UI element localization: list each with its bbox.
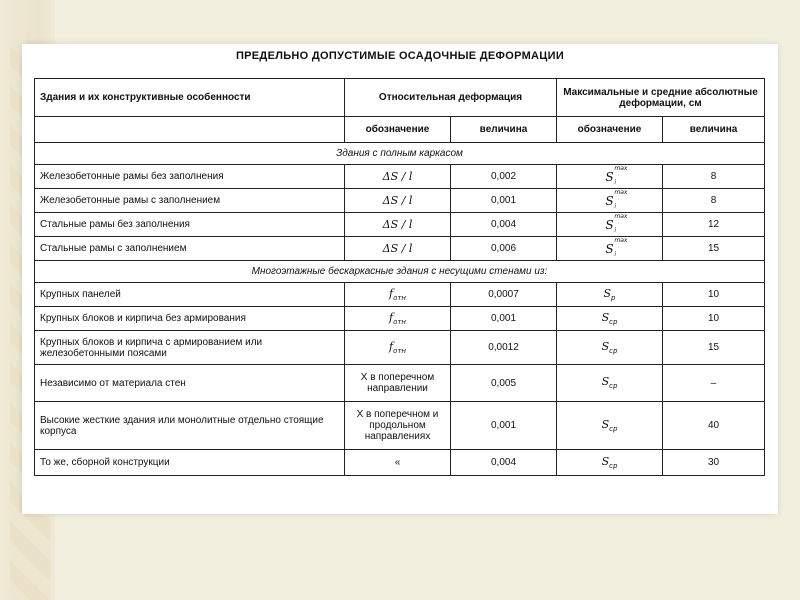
relative-value: 0,004 [451,213,557,237]
absolute-symbol-sup: max [614,236,628,244]
absolute-symbol-sub: ср [609,425,618,434]
building-name: Крупных блоков и кирпича с армированием или железобетонными поясами [35,331,345,365]
relative-designation: Х в поперечном и продольном направлениях [345,402,451,450]
relative-value: 0,002 [451,165,557,189]
relative-designation [345,237,451,261]
table-row [35,307,765,331]
relative-designation [345,189,451,213]
absolute-designation [557,283,663,307]
absolute-symbol: $S_{ср}$ [601,417,618,434]
relative-designation: « [345,450,451,476]
building-name: Железобетонные рамы с заполнением [35,189,345,213]
table-row [35,189,765,213]
relative-symbol: ΔS / l [382,170,413,183]
absolute-symbol: $S_{ср}$ [601,339,618,356]
table-body [35,143,765,476]
absolute-symbol-sub: ср [609,347,618,356]
absolute-value: 8 [663,165,765,189]
section-row [35,261,765,283]
absolute-symbol-sup: max [614,188,628,196]
absolute-symbol-sub: ср [609,462,618,471]
relative-symbol-sub: отн [393,294,406,303]
absolute-symbol-sub: i [614,250,617,258]
relative-value: 0,001 [451,402,557,450]
building-name: Крупных панелей [35,283,345,307]
header-absolute-deformation: Максимальные и средние абсолютные деформации, см [557,79,765,117]
header-rel-designation: обозначение [345,117,451,143]
section-title: Многоэтажные бескаркасные здания с несущими стенами из: [35,261,765,283]
absolute-symbol-sub: ср [609,382,618,391]
relative-symbol: $f_{отн}$ [388,310,406,327]
relative-value: 0,001 [451,189,557,213]
relative-symbol: $f_{отн}$ [388,286,406,303]
absolute-symbol: S max i [605,212,628,234]
table-title: ПРЕДЕЛЬНО ДОПУСТИМЫЕ ОСАДОЧНЫЕ ДЕФОРМАЦИИ [235,50,565,62]
building-name: Стальные рамы без заполнения [35,213,345,237]
header-buildings: Здания и их конструктивные особенности [35,79,345,117]
absolute-symbol-sub: i [614,202,617,210]
absolute-value: 30 [663,450,765,476]
absolute-value: 12 [663,213,765,237]
absolute-symbol-sup: max [614,164,628,172]
building-name: Стальные рамы с заполнением [35,237,345,261]
absolute-symbol: S max i [605,164,628,186]
building-name: То же, сборной конструкции [35,450,345,476]
absolute-symbol: $S_р$ [603,286,616,303]
absolute-symbol-sub: р [611,294,616,303]
relative-value: 0,0012 [451,331,557,365]
absolute-designation [557,307,663,331]
building-name: Крупных блоков и кирпича без армирования [35,307,345,331]
table-row [35,237,765,261]
relative-designation [345,283,451,307]
absolute-value: 8 [663,189,765,213]
absolute-designation [557,213,663,237]
absolute-symbol-sub: i [614,178,617,186]
header-abs-value: величина [663,117,765,143]
relative-value: 0,005 [451,365,557,402]
relative-symbol: ΔS / l [382,242,413,255]
building-name: Железобетонные рамы без заполнения [35,165,345,189]
absolute-symbol-sub: i [614,226,617,234]
table-row [35,213,765,237]
absolute-symbol-sub: ср [609,318,618,327]
relative-symbol: ΔS / l [382,194,413,207]
relative-designation [345,307,451,331]
absolute-symbol-sup: max [614,212,628,220]
section-title: Здания с полным каркасом [35,143,765,165]
table-row [35,450,765,476]
absolute-symbol: $S_{ср}$ [601,310,618,327]
absolute-symbol: $S_{ср}$ [601,454,618,471]
relative-value: 0,006 [451,237,557,261]
header-abs-designation: обозначение [557,117,663,143]
absolute-designation [557,365,663,402]
absolute-value: 15 [663,237,765,261]
absolute-value: – [663,365,765,402]
section-row [35,143,765,165]
relative-symbol-sub: отн [393,318,406,327]
relative-designation: Х в поперечном направлении [345,365,451,402]
relative-value: 0,0007 [451,283,557,307]
absolute-value: 10 [663,283,765,307]
relative-symbol: ΔS / l [382,218,413,231]
absolute-value: 15 [663,331,765,365]
absolute-designation [557,450,663,476]
absolute-symbol: $S_{ср}$ [601,375,618,391]
absolute-symbol: S max i [605,188,628,210]
relative-designation [345,165,451,189]
relative-designation [345,213,451,237]
absolute-value: 10 [663,307,765,331]
absolute-designation [557,189,663,213]
table-row [35,402,765,450]
table-row [35,365,765,402]
deformation-table [34,78,765,476]
header-rel-value: величина [451,117,557,143]
table-row [35,165,765,189]
header-relative-deformation: Относительная деформация [345,79,557,117]
header-empty [35,117,345,143]
absolute-designation [557,165,663,189]
absolute-symbol: S max i [605,236,628,258]
absolute-designation [557,237,663,261]
absolute-value: 40 [663,402,765,450]
absolute-designation [557,402,663,450]
table-row [35,283,765,307]
building-name: Независимо от материала стен [35,365,345,402]
table-row [35,331,765,365]
relative-symbol: $f_{отн}$ [388,339,406,356]
relative-value: 0,001 [451,307,557,331]
relative-value: 0,004 [451,450,557,476]
absolute-designation [557,331,663,365]
relative-designation [345,331,451,365]
building-name: Высокие жесткие здания или монолитные отдельно стоящие корпуса [35,402,345,450]
relative-symbol-sub: отн [393,347,406,356]
